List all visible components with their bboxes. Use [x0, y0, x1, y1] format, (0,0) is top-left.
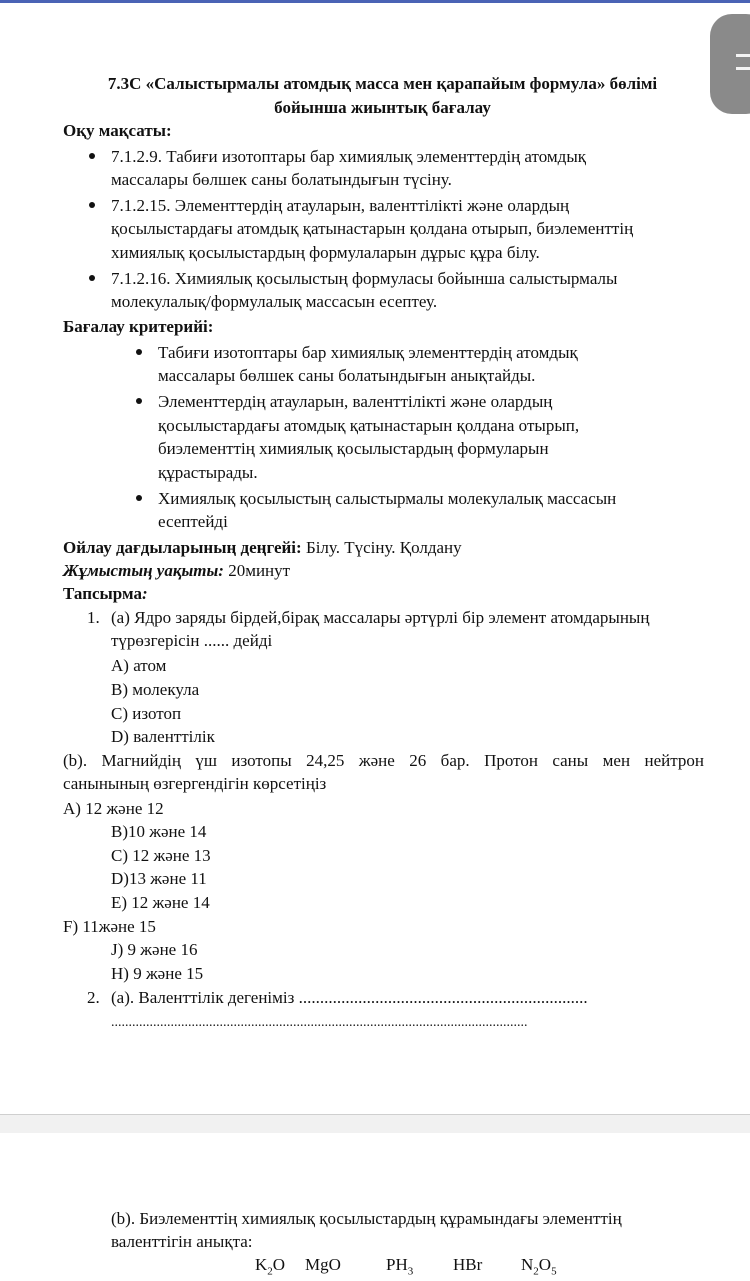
question-1a-option-d: D) валенттілік	[111, 727, 215, 746]
question-1b-line-1: (b). Магнийдің үш изотопы 24,25 және 26 бар. Протон саны мен нейтрон	[63, 751, 704, 770]
thinking-level	[63, 536, 462, 560]
learning-item-1-line-2: массалары бөлшек саны болатындығын түсіну.	[111, 170, 452, 189]
criteria-item-1-line-2: массалары бөлшек саны болатындығын анықтайды.	[158, 366, 536, 385]
criteria-item-2-line-1: Элементтердің атауларын, валенттілікті және олардың	[158, 392, 553, 411]
question-2b-line-2: валенттігін анықта:	[111, 1232, 253, 1251]
question-1b-option-f: F) 11және 15	[63, 917, 156, 936]
criteria-item-3-line-1: Химиялық қосылыстың салыстырмалы молекулалық массасын	[158, 489, 617, 508]
learning-item-2-line-1: 7.1.2.15. Элементтердің атауларын, валенттілікті және олардың	[111, 196, 570, 215]
window-top-accent-bar	[0, 0, 750, 3]
criteria-item-1-line-1: Табиғи изотоптары бар химиялық элементтердің атомдық	[158, 343, 578, 362]
task-colon: :	[141, 584, 148, 603]
thinking-level-value: Білу. Түсіну. Қолдану	[301, 538, 462, 557]
task-label: Тапсырма	[63, 584, 142, 603]
question-1b-option-j: J) 9 және 16	[111, 940, 198, 959]
work-time-value: 20минут	[223, 561, 291, 580]
formula-k2o: $K_2O$	[255, 1255, 286, 1278]
question-1b-option-e: E) 12 және 14	[111, 893, 210, 912]
title-line-2: бойынша жиынтық бағалау	[274, 98, 491, 117]
document-title	[60, 72, 705, 120]
criteria-item-2-line-3: биэлементтің химиялық қосылыстардың формуларын	[158, 439, 549, 458]
question-2b-line-1: (b). Биэлементтің химиялық қосылыстардың құрамындағы элементтің	[111, 1209, 622, 1228]
question-1a-option-a: A) атом	[111, 656, 167, 675]
criteria-item-2-line-2: қосылыстардағы атомдық қатынастарын қолдана отырып,	[158, 416, 580, 435]
formula-mgo: MgO	[305, 1255, 341, 1274]
question-2-number: 2.	[87, 988, 100, 1007]
question-1a-option-c: C) изотоп	[111, 704, 182, 723]
title-line-1: 7.3С «Салыстырмалы атомдық масса мен қарапайым формула» бөлімі	[107, 74, 658, 93]
question-1b-option-a: A) 12 және 12	[63, 799, 164, 818]
question-1a-line-1: (a) Ядро заряды бірдей,бірақ массалары әртүрлі бір элемент атомдарының	[111, 608, 650, 627]
bullet-icon	[136, 495, 142, 501]
learning-objectives-heading: Оқу мақсаты:	[63, 121, 172, 140]
formula-ph3: $PH_3$	[386, 1255, 414, 1278]
question-1b-option-b: B)10 және 14	[111, 822, 207, 841]
question-1b-option-c: C) 12 және 13	[111, 846, 211, 865]
question-1-number: 1.	[87, 608, 100, 627]
question-1b-option-d: D)13 және 11	[111, 869, 207, 888]
page-separator	[0, 1114, 750, 1134]
formula-n2o5: $N_2O_5$	[521, 1255, 557, 1278]
bullet-icon	[89, 202, 95, 208]
question-1a-line-2: түрөзгерісін ...... дейді	[111, 631, 273, 650]
question-2a-answer-line: .......................................................................................................................	[111, 1015, 528, 1030]
work-time	[63, 559, 290, 583]
learning-item-2-line-2: қосылыстардағы атомдық қатынастарын қолдана отырып, биэлементтің	[111, 219, 634, 238]
bullet-icon	[136, 398, 142, 404]
thinking-level-label: Ойлау дағдыларының деңгейі:	[63, 538, 302, 557]
criteria-heading: Бағалау критерийі:	[63, 317, 214, 336]
learning-item-3-line-2: молекулалық/формулалық массасын есептеу.	[111, 292, 438, 311]
question-1a-option-b: B) молекула	[111, 680, 200, 699]
criteria-item-3-line-2: есептейді	[158, 512, 228, 531]
question-2a-line-1: (a). Валенттілік дегеніміз ....................................................................	[111, 988, 588, 1007]
bullet-icon	[89, 153, 95, 159]
learning-item-1-line-1: 7.1.2.9. Табиғи изотоптары бар химиялық элементтердің атомдық	[111, 147, 586, 166]
question-1b-option-h: H) 9 және 15	[111, 964, 204, 983]
criteria-item-2-line-4: құрастырады.	[158, 463, 258, 482]
formula-hbr: HBr	[453, 1255, 483, 1274]
task-heading	[63, 582, 148, 606]
bullet-icon	[89, 275, 95, 281]
work-time-label: Жұмыстың уақыты:	[63, 561, 224, 580]
learning-item-2-line-3: химиялық қосылыстардың формулаларын дұрыс құра білу.	[111, 243, 540, 262]
learning-item-3-line-1: 7.1.2.16. Химиялық қосылыстың формуласы бойынша салыстырмалы	[111, 269, 618, 288]
question-1b-line-2: санынының өзгергендігін көрсетіңіз	[63, 774, 327, 793]
bullet-icon	[136, 349, 142, 355]
menu-grip-icon[interactable]	[736, 54, 750, 70]
